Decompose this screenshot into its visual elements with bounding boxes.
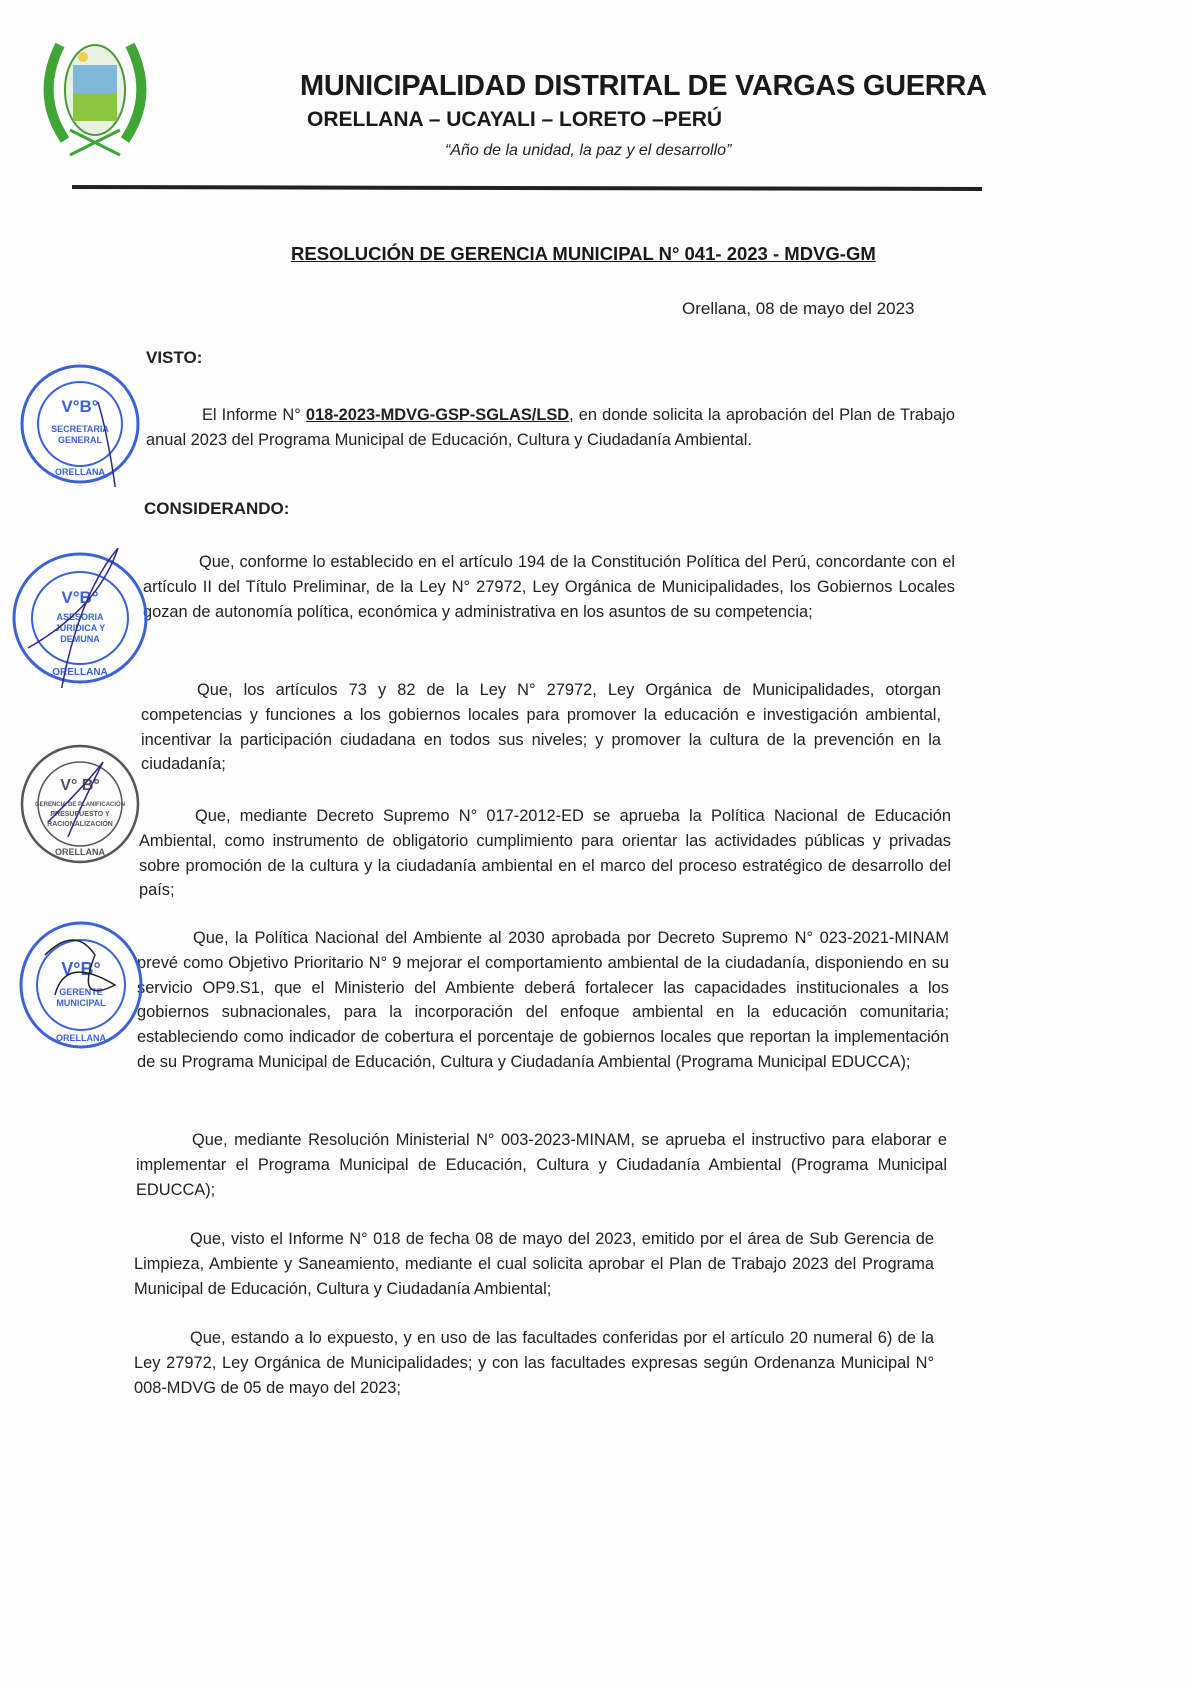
- stamp-office: JURIDICA Y: [54, 623, 106, 633]
- stamp-vb: V°B°: [61, 959, 101, 979]
- visto-paragraph: [146, 403, 955, 453]
- approval-stamp-secretaria: [18, 362, 143, 487]
- institution-name: MUNICIPALIDAD DISTRITAL DE VARGAS GUERRA: [300, 70, 987, 102]
- year-motto: “Año de la unidad, la paz y el desarrollo”: [445, 142, 732, 159]
- stamp-office: PRESUPUESTO Y: [50, 811, 110, 818]
- informe-reference: 018-2023-MDVG-GSP-SGLAS/LSD: [305, 406, 570, 424]
- header-divider: [72, 185, 982, 191]
- approval-stamp-planificacion: [18, 742, 143, 867]
- stamp-city: ORELLANA: [55, 847, 105, 857]
- considerando-paragraph: Que, la Política Nacional del Ambiente al 2030 aprobada por Decreto Supremo N° 023-2021-MINAM prevé como Objetivo Prioritario N° 9 mejorar el comportamiento ambiental de la ciudadanía, disponiendo en su servicio OP9.S1, que el Ministerio del Ambiente deberá fortalecer las capacidades institucionales a los gobiernos subnacionales, para la incorporación del enfoque ambiental en la educación comunitaria; estableciendo como indicador de cobertura el porcentaje de gobiernos locales que reportan la implementación de su Programa Municipal de Educación, Cultura y Ciudadanía Ambiental (Programa Municipal EDUCCA);: [137, 929, 949, 1071]
- approval-stamp-asesoria: [8, 548, 153, 688]
- visto-text: El Informe N°: [202, 406, 306, 424]
- considerando-paragraph: Que, los artículos 73 y 82 de la Ley N° 27972, Ley Orgánica de Municipalidades, otorgan competencias y funciones a los gobiernos locales para promover la educación e investigación ambiental, incentivar la participación ciudadana en todos sus niveles; y promover la cultura de la prevención en la ciudadanía;: [141, 681, 941, 774]
- considerando-paragraph: Que, mediante Decreto Supremo N° 017-2012-ED se aprueba la Política Nacional de Educación Ambiental, como instrumento de obligatorio cumplimiento para orientar las actividades públicas y privadas sobre promoción de la cultura y la ciudadanía ambiental en el marco del proceso estratégico de desarrollo del país;: [139, 807, 951, 900]
- considerando-heading: CONSIDERANDO:: [144, 499, 290, 518]
- document-date: Orellana, 08 de mayo del 2023: [682, 299, 915, 318]
- stamp-office: DEMUNA: [60, 634, 100, 644]
- visto-text-end: , en donde solicita la aprobación del Plan de Trabajo anual 2023 del Programa Municipal de Educación, Cultura y Ciudadanía Ambiental.: [146, 406, 956, 449]
- municipal-crest-logo: [35, 35, 155, 160]
- considerando-paragraph: Que, visto el Informe N° 018 de fecha 08 de mayo del 2023, emitido por el área de Sub Gerencia de Limpieza, Ambiente y Saneamiento, mediante el cual solicita aprobar el Plan de Trabajo 2023 del Programa Municipal de Educación, Cultura y Ciudadanía Ambiental;: [134, 1230, 934, 1298]
- stamp-vb: V°B°: [61, 588, 99, 607]
- stamp-vb: V° B°: [60, 777, 100, 794]
- considerando-paragraph: Que, conforme lo establecido en el artículo 194 de la Constitución Política del Perú, concordante con el artículo II del Título Preliminar, de la Ley N° 27972, Ley Orgánica de Municipalidades, los Gobiernos Locales gozan de autonomía política, económica y administrativa en los asuntos de su competencia;: [143, 553, 955, 621]
- considerando-paragraph: Que, mediante Resolución Ministerial N° 003-2023-MINAM, se aprueba el instructivo para elaborar e implementar el Programa Municipal de Educación, Cultura y Ciudadanía Ambiental (Programa Municipal EDUCCA);: [136, 1131, 947, 1199]
- stamp-office: GENERAL: [57, 435, 103, 445]
- stamp-office: MUNICIPAL: [56, 998, 106, 1008]
- stamp-office: RACIONALIZACIÓN: [47, 821, 113, 828]
- institution-location: ORELLANA – UCAYALI – LORETO –PERÚ: [307, 108, 723, 131]
- resolution-title: RESOLUCIÓN DE GERENCIA MUNICIPAL N° 041- 2023 - MDVG-GM: [291, 243, 876, 264]
- stamp-city: ORELLANA: [52, 667, 108, 678]
- approval-stamp-gerente: [15, 915, 150, 1055]
- visto-heading: VISTO:: [146, 348, 203, 367]
- stamp-office: GERENTE: [59, 987, 103, 997]
- stamp-city: ORELLANA: [56, 1033, 106, 1043]
- stamp-office: GERENCIA DE PLANIFICACIÓN: [34, 802, 126, 808]
- stamp-office: SECRETARIA: [51, 424, 109, 434]
- stamp-office: ASESORIA: [56, 612, 104, 622]
- stamp-vb: V°B°: [61, 397, 99, 416]
- considerando-paragraph: Que, estando a lo expuesto, y en uso de las facultades conferidas por el artículo 20 numeral 6) de la Ley 27972, Ley Orgánica de Municipalidades; y con las facultades expresas según Ordenanza Municipal N° 008-MDVG de 05 de mayo del 2023;: [134, 1329, 934, 1397]
- stamp-city: ORELLANA: [55, 467, 105, 477]
